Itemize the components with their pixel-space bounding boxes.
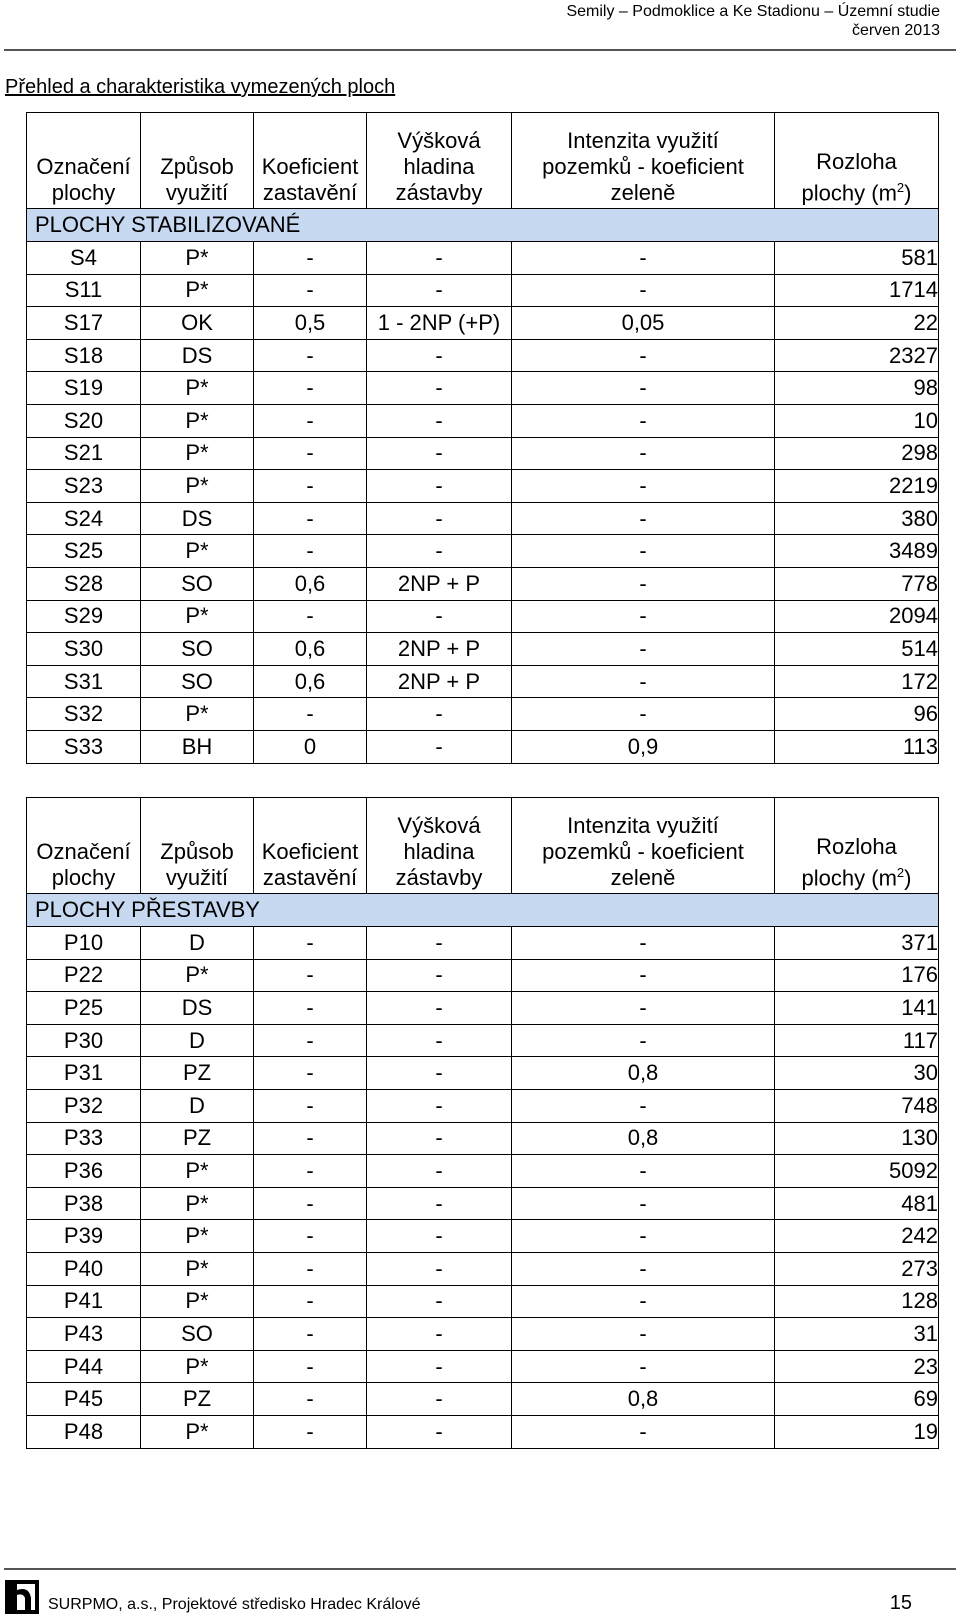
table-cell: - xyxy=(367,1415,512,1448)
table-cell: - xyxy=(512,502,775,535)
table-cell: - xyxy=(367,1024,512,1057)
table-row xyxy=(27,404,939,437)
table-row xyxy=(27,927,939,960)
table-cell: - xyxy=(512,1089,775,1122)
table-cell: - xyxy=(512,372,775,405)
table-cell: - xyxy=(512,698,775,731)
table-cell: P* xyxy=(141,535,254,568)
column-header-3 xyxy=(254,113,367,209)
table-cell: - xyxy=(512,1024,775,1057)
column-header-line: Rozloha xyxy=(816,148,897,174)
column-header-line: pozemků - koeficient xyxy=(542,154,744,179)
table-cell: DS xyxy=(141,502,254,535)
table-cell: S20 xyxy=(27,404,141,437)
table-cell: S17 xyxy=(27,307,141,340)
table-cell: P41 xyxy=(27,1285,141,1318)
table-row xyxy=(27,665,939,698)
table-cell: P* xyxy=(141,470,254,503)
table-row xyxy=(27,1285,939,1318)
table-cell: - xyxy=(512,1187,775,1220)
table-row xyxy=(27,959,939,992)
table-cell: S24 xyxy=(27,502,141,535)
table-cell: S18 xyxy=(27,339,141,372)
table-cell: D xyxy=(141,1024,254,1057)
footer-rule xyxy=(4,1568,956,1570)
table-cell: 98 xyxy=(775,372,939,405)
table-row xyxy=(27,437,939,470)
table-cell: 2NP + P xyxy=(367,665,512,698)
table-cell: - xyxy=(254,1089,367,1122)
column-header-1 xyxy=(27,113,141,209)
table-cell: 2219 xyxy=(775,470,939,503)
table-cell: - xyxy=(367,470,512,503)
column-header-line xyxy=(775,860,938,891)
table-cell: - xyxy=(367,927,512,960)
table-cell: 0,8 xyxy=(512,1383,775,1416)
table-cell: - xyxy=(254,1415,367,1448)
table-row xyxy=(27,1383,939,1416)
column-header-line: Koeficient xyxy=(261,839,359,864)
column-header-5 xyxy=(512,113,775,209)
table-cell: - xyxy=(254,1252,367,1285)
table-cell: 2327 xyxy=(775,339,939,372)
table-cell: P32 xyxy=(27,1089,141,1122)
table-cell: - xyxy=(367,274,512,307)
table-cell: - xyxy=(512,470,775,503)
table-cell: 141 xyxy=(775,992,939,1025)
table-cell: - xyxy=(512,404,775,437)
table-cell: S30 xyxy=(27,633,141,666)
table-cell: - xyxy=(254,698,367,731)
column-header-4 xyxy=(367,113,512,209)
table-cell: 581 xyxy=(775,242,939,275)
redevelopment-areas-table xyxy=(26,797,939,1449)
table-cell: - xyxy=(367,1122,512,1155)
header-rule xyxy=(4,49,956,51)
table-cell: 117 xyxy=(775,1024,939,1057)
table-cell: P* xyxy=(141,600,254,633)
table-cell: - xyxy=(367,698,512,731)
page-number: 15 xyxy=(889,1592,912,1614)
table-cell: - xyxy=(254,502,367,535)
table-cell: - xyxy=(367,959,512,992)
table-cell: - xyxy=(254,242,367,275)
table-cell: - xyxy=(367,242,512,275)
unit-superscript: 2 xyxy=(896,864,905,880)
column-header-line: Způsob xyxy=(160,839,234,864)
column-header-line: plochy xyxy=(51,865,116,890)
table-row xyxy=(27,274,939,307)
column-header-line: zástavby xyxy=(395,865,483,890)
table-row xyxy=(27,1057,939,1090)
table-cell: - xyxy=(254,992,367,1025)
table-cell: P38 xyxy=(27,1187,141,1220)
column-header-line: zeleně xyxy=(610,180,676,205)
table-cell: 2NP + P xyxy=(367,567,512,600)
table-row xyxy=(27,1318,939,1351)
table-cell: - xyxy=(367,535,512,568)
table-cell: - xyxy=(367,992,512,1025)
table-row xyxy=(27,242,939,275)
surpmo-logo-icon xyxy=(5,1580,39,1614)
table-cell: 298 xyxy=(775,437,939,470)
table-cell: P31 xyxy=(27,1057,141,1090)
table-cell: - xyxy=(254,470,367,503)
section-title: PLOCHY PŘESTAVBY xyxy=(27,894,939,927)
table-header-row xyxy=(27,113,939,209)
table-cell: 0,6 xyxy=(254,665,367,698)
table-cell: 31 xyxy=(775,1318,939,1351)
header-title: Semily – Podmoklice a Ke Stadionu – Územní studie xyxy=(566,3,940,20)
table-cell: - xyxy=(367,437,512,470)
table-cell: - xyxy=(512,339,775,372)
table-cell: S29 xyxy=(27,600,141,633)
column-header-line: Způsob xyxy=(160,154,234,179)
table-cell: - xyxy=(512,242,775,275)
table-row xyxy=(27,1220,939,1253)
table-cell: - xyxy=(254,1024,367,1057)
table-cell: P43 xyxy=(27,1318,141,1351)
table-cell: - xyxy=(254,535,367,568)
table-row xyxy=(27,1252,939,1285)
table-cell: 0,8 xyxy=(512,1057,775,1090)
table-cell: P44 xyxy=(27,1350,141,1383)
column-header-2 xyxy=(141,113,254,209)
table-cell: S23 xyxy=(27,470,141,503)
table-cell: - xyxy=(512,567,775,600)
table-cell: P* xyxy=(141,1350,254,1383)
table-cell: 3489 xyxy=(775,535,939,568)
table-cell: P39 xyxy=(27,1220,141,1253)
table-cell: PZ xyxy=(141,1383,254,1416)
column-header-5 xyxy=(512,798,775,894)
table-cell: 0,05 xyxy=(512,307,775,340)
table-cell: 1 - 2NP (+P) xyxy=(367,307,512,340)
table-cell: P* xyxy=(141,1252,254,1285)
table-cell: - xyxy=(254,1155,367,1188)
table-cell: - xyxy=(367,502,512,535)
table-cell: P* xyxy=(141,404,254,437)
table-row xyxy=(27,1187,939,1220)
table-cell: 128 xyxy=(775,1285,939,1318)
table-cell: - xyxy=(512,1252,775,1285)
table-cell: S19 xyxy=(27,372,141,405)
section-row xyxy=(27,894,939,927)
column-header-line xyxy=(775,175,938,206)
table-cell: - xyxy=(367,1318,512,1351)
table-cell: P* xyxy=(141,242,254,275)
table-cell: SO xyxy=(141,1318,254,1351)
table-cell: 19 xyxy=(775,1415,939,1448)
table-cell: 748 xyxy=(775,1089,939,1122)
table-cell: P* xyxy=(141,1285,254,1318)
table-cell: - xyxy=(254,1187,367,1220)
table-cell: - xyxy=(367,730,512,763)
table-cell: 5092 xyxy=(775,1155,939,1188)
table-cell: P* xyxy=(141,1187,254,1220)
footer-organization: SURPMO, a.s., Projektové středisko Hradec Králové xyxy=(48,1596,421,1613)
table-cell: 69 xyxy=(775,1383,939,1416)
table-cell: - xyxy=(512,665,775,698)
table-cell: PZ xyxy=(141,1057,254,1090)
table-cell: P45 xyxy=(27,1383,141,1416)
table-row xyxy=(27,535,939,568)
table-cell: 0,8 xyxy=(512,1122,775,1155)
table-cell: P* xyxy=(141,437,254,470)
column-header-line: využití xyxy=(165,865,229,890)
table-cell: S33 xyxy=(27,730,141,763)
table-cell: D xyxy=(141,927,254,960)
table-row xyxy=(27,567,939,600)
table-cell: S4 xyxy=(27,242,141,275)
table-cell: 130 xyxy=(775,1122,939,1155)
table-cell: P* xyxy=(141,1155,254,1188)
table-cell: BH xyxy=(141,730,254,763)
table-cell: 481 xyxy=(775,1187,939,1220)
table-cell: 176 xyxy=(775,959,939,992)
table-row xyxy=(27,1122,939,1155)
table-row xyxy=(27,1024,939,1057)
table-cell: 2NP + P xyxy=(367,633,512,666)
table-cell: 10 xyxy=(775,404,939,437)
table-cell: - xyxy=(512,1220,775,1253)
table-cell: - xyxy=(254,1057,367,1090)
table-cell: - xyxy=(367,372,512,405)
table-row xyxy=(27,372,939,405)
table-cell: - xyxy=(367,339,512,372)
table-cell: DS xyxy=(141,992,254,1025)
table-cell: 0,9 xyxy=(512,730,775,763)
table-cell: 0,5 xyxy=(254,307,367,340)
table-cell: - xyxy=(367,1220,512,1253)
table-cell: 0,6 xyxy=(254,567,367,600)
table-row xyxy=(27,1089,939,1122)
table-cell: - xyxy=(512,1285,775,1318)
table-row xyxy=(27,339,939,372)
table-cell: - xyxy=(367,1252,512,1285)
table-cell: 380 xyxy=(775,502,939,535)
table-cell: - xyxy=(254,339,367,372)
column-header-line: plochy xyxy=(51,180,116,205)
table-cell: - xyxy=(254,1383,367,1416)
unit-superscript: 2 xyxy=(896,179,905,195)
column-header-line: Výšková xyxy=(397,813,481,838)
table-cell: - xyxy=(254,372,367,405)
table-cell: S11 xyxy=(27,274,141,307)
table-cell: P25 xyxy=(27,992,141,1025)
table-cell: - xyxy=(367,1089,512,1122)
column-header-line: Označení xyxy=(36,154,131,179)
column-header-line: využití xyxy=(165,180,229,205)
column-header-line: zastavění xyxy=(262,865,358,890)
column-header-3 xyxy=(254,798,367,894)
table-cell: - xyxy=(254,1122,367,1155)
table-cell: 172 xyxy=(775,665,939,698)
table-cell: P* xyxy=(141,1220,254,1253)
table-cell: - xyxy=(367,600,512,633)
column-header-6 xyxy=(775,798,939,894)
table-cell: 96 xyxy=(775,698,939,731)
table-cell: - xyxy=(512,1415,775,1448)
table-cell: SO xyxy=(141,665,254,698)
column-header-6 xyxy=(775,113,939,209)
table-cell: - xyxy=(254,927,367,960)
column-header-line: Rozloha xyxy=(816,833,897,859)
column-header-2 xyxy=(141,798,254,894)
table-cell: P10 xyxy=(27,927,141,960)
table-cell: - xyxy=(254,1285,367,1318)
table-cell: - xyxy=(254,1350,367,1383)
table-row xyxy=(27,502,939,535)
table-row xyxy=(27,698,939,731)
table-cell: - xyxy=(512,535,775,568)
table-cell: S25 xyxy=(27,535,141,568)
table-cell: P* xyxy=(141,1415,254,1448)
table-cell: - xyxy=(512,959,775,992)
table-cell: - xyxy=(254,404,367,437)
column-header-line: Označení xyxy=(36,839,131,864)
table-row xyxy=(27,992,939,1025)
table-cell: SO xyxy=(141,633,254,666)
table-cell: - xyxy=(367,1155,512,1188)
table-cell: 1714 xyxy=(775,274,939,307)
column-header-line: Výšková xyxy=(397,128,481,153)
table-cell: DS xyxy=(141,339,254,372)
column-header-line: Intenzita využití xyxy=(567,128,719,153)
table-row xyxy=(27,633,939,666)
table-cell: - xyxy=(367,1057,512,1090)
section-title: PLOCHY STABILIZOVANÉ xyxy=(27,209,939,242)
column-header-line: hladina xyxy=(403,839,475,864)
table-cell: - xyxy=(254,437,367,470)
table-row xyxy=(27,1155,939,1188)
table-cell: - xyxy=(512,1155,775,1188)
table-cell: P40 xyxy=(27,1252,141,1285)
table-cell: P48 xyxy=(27,1415,141,1448)
table-cell: 0 xyxy=(254,730,367,763)
unit-text: plochy (m xyxy=(801,865,897,890)
table-cell: P* xyxy=(141,959,254,992)
table-cell: P* xyxy=(141,372,254,405)
table-cell: P22 xyxy=(27,959,141,992)
table-cell: - xyxy=(367,1350,512,1383)
table-cell: PZ xyxy=(141,1122,254,1155)
table-cell: - xyxy=(254,600,367,633)
table-cell: - xyxy=(367,1383,512,1416)
column-header-line: hladina xyxy=(403,154,475,179)
table-cell: - xyxy=(512,274,775,307)
table-cell: 0,6 xyxy=(254,633,367,666)
table-header-row xyxy=(27,798,939,894)
table-cell: - xyxy=(367,1285,512,1318)
document-header xyxy=(566,2,940,40)
table-cell: OK xyxy=(141,307,254,340)
unit-text: ) xyxy=(904,180,912,205)
table-cell: - xyxy=(512,633,775,666)
unit-text: plochy (m xyxy=(801,180,897,205)
table-cell: S32 xyxy=(27,698,141,731)
table-cell: P* xyxy=(141,274,254,307)
table-cell: - xyxy=(512,1318,775,1351)
stabilized-areas-table xyxy=(26,112,939,764)
table-cell: - xyxy=(512,1350,775,1383)
column-header-line: Intenzita využití xyxy=(567,813,719,838)
table-cell: 371 xyxy=(775,927,939,960)
table-cell: - xyxy=(254,959,367,992)
table-cell: S21 xyxy=(27,437,141,470)
table-cell: 22 xyxy=(775,307,939,340)
column-header-1 xyxy=(27,798,141,894)
table-cell: - xyxy=(512,927,775,960)
table-row xyxy=(27,307,939,340)
table-cell: P33 xyxy=(27,1122,141,1155)
table-cell: - xyxy=(512,437,775,470)
table-row xyxy=(27,730,939,763)
table-cell: P30 xyxy=(27,1024,141,1057)
column-header-line: pozemků - koeficient xyxy=(542,839,744,864)
table-cell: - xyxy=(512,992,775,1025)
table-cell: S28 xyxy=(27,567,141,600)
table-cell: 30 xyxy=(775,1057,939,1090)
column-header-4 xyxy=(367,798,512,894)
page-title: Přehled a charakteristika vymezených ploch xyxy=(5,76,396,98)
unit-text: ) xyxy=(904,865,912,890)
table-row xyxy=(27,1350,939,1383)
table-row xyxy=(27,600,939,633)
table-cell: - xyxy=(367,404,512,437)
table-cell: - xyxy=(512,600,775,633)
section-row xyxy=(27,209,939,242)
column-header-line: Koeficient xyxy=(261,154,359,179)
table-cell: S31 xyxy=(27,665,141,698)
table-row xyxy=(27,470,939,503)
table-cell: 242 xyxy=(775,1220,939,1253)
table-cell: 514 xyxy=(775,633,939,666)
table-cell: 2094 xyxy=(775,600,939,633)
table-cell: 23 xyxy=(775,1350,939,1383)
table-cell: - xyxy=(254,1318,367,1351)
table-cell: P* xyxy=(141,698,254,731)
table-cell: - xyxy=(254,1220,367,1253)
column-header-line: zástavby xyxy=(395,180,483,205)
table-row xyxy=(27,1415,939,1448)
column-header-line: zeleně xyxy=(610,865,676,890)
header-date: červen 2013 xyxy=(851,22,940,39)
table-cell: - xyxy=(367,1187,512,1220)
column-header-line: zastavění xyxy=(262,180,358,205)
table-cell: D xyxy=(141,1089,254,1122)
table-cell: SO xyxy=(141,567,254,600)
table-cell: 273 xyxy=(775,1252,939,1285)
table-cell: - xyxy=(254,274,367,307)
table-cell: 113 xyxy=(775,730,939,763)
table-cell: P36 xyxy=(27,1155,141,1188)
table-cell: 778 xyxy=(775,567,939,600)
